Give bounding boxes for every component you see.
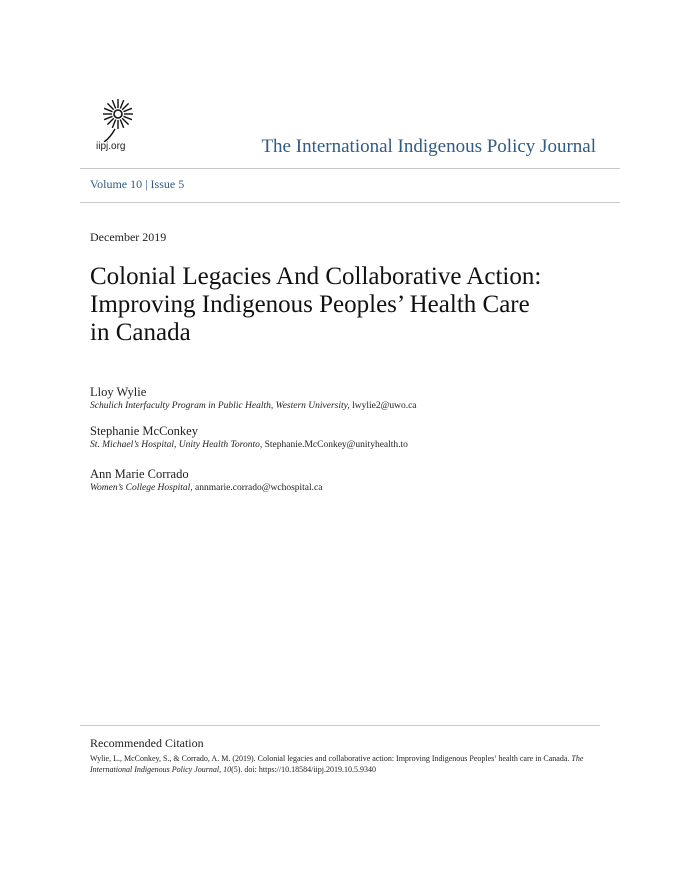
article-title bbox=[90, 263, 590, 347]
author-block bbox=[90, 424, 610, 452]
affiliation-text: Schulich Interfaculty Program in Public Health, Western University, bbox=[90, 401, 350, 411]
author-name: Ann Marie Corrado bbox=[90, 467, 189, 481]
journal-title[interactable]: The International Indigenous Policy Journal bbox=[261, 136, 596, 157]
author-affiliation bbox=[90, 439, 610, 452]
divider-bottom bbox=[80, 725, 600, 726]
logo-label: iipj.org bbox=[96, 141, 126, 152]
publication-date: December 2019 bbox=[90, 230, 167, 244]
divider-middle bbox=[80, 202, 620, 203]
title-line: in Canada bbox=[90, 319, 191, 346]
author-email[interactable]: Stephanie.McConkey@unityhealth.to bbox=[264, 440, 408, 450]
flower-logo-icon bbox=[96, 96, 140, 142]
citation-issue-doi[interactable]: (5). doi: https://10.18584/iipj.2019.10.5.9340 bbox=[231, 765, 376, 774]
issue-info bbox=[90, 177, 184, 192]
author-block bbox=[90, 467, 610, 495]
title-line: Colonial Legacies And Collaborative Action: bbox=[90, 263, 542, 290]
author-block bbox=[90, 385, 610, 413]
citation-heading: Recommended Citation bbox=[90, 736, 204, 750]
author-email[interactable]: lwylie2@uwo.ca bbox=[352, 401, 417, 411]
citation-journal: The International Indigenous Policy Journal, 10 bbox=[90, 754, 584, 774]
author-name: Lloy Wylie bbox=[90, 385, 147, 399]
author-name: Stephanie McConkey bbox=[90, 424, 198, 438]
author-email[interactable]: annmarie.corrado@wchospital.ca bbox=[195, 483, 323, 493]
volume-link[interactable]: Volume 10 bbox=[90, 177, 143, 191]
issue-separator: | bbox=[145, 177, 148, 191]
citation-authors-title: Wylie, L., McConkey, S., & Corrado, A. M. (2019). Colonial legacies and collaborative action: Improving Indigenous Peoples’ health care in Canada. bbox=[90, 754, 570, 763]
citation-text bbox=[90, 753, 590, 775]
author-affiliation bbox=[90, 400, 610, 413]
affiliation-text: Women’s College Hospital, bbox=[90, 483, 193, 493]
affiliation-text: St. Michael’s Hospital, Unity Health Toronto, bbox=[90, 440, 263, 450]
title-line: Improving Indigenous Peoples’ Health Care bbox=[90, 291, 530, 318]
author-affiliation bbox=[90, 482, 610, 495]
divider-top bbox=[80, 168, 620, 169]
issue-link[interactable]: Issue 5 bbox=[150, 177, 185, 191]
